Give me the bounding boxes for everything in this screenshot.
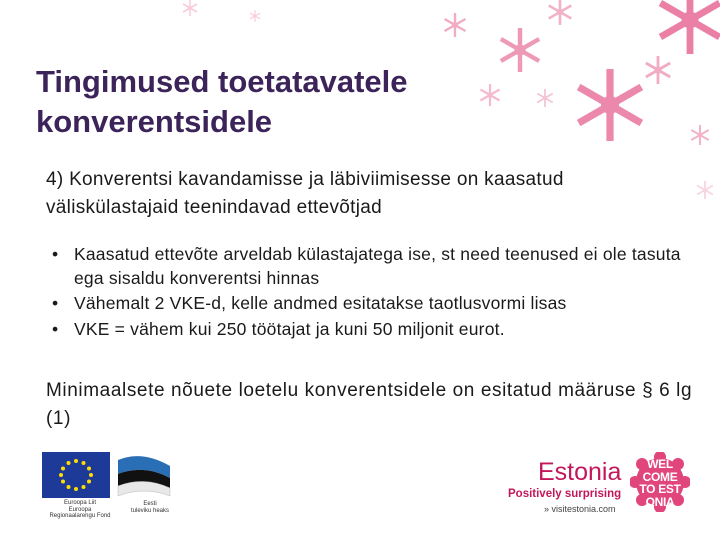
ee-caption-line: Eesti	[143, 501, 157, 507]
snowflake-icon	[501, 28, 539, 72]
estonia-government-logo	[114, 452, 174, 518]
estonian-flag-wave-icon	[114, 452, 174, 500]
bullet-icon: •	[52, 244, 59, 264]
welcome-line: COME	[642, 469, 678, 484]
bullet-icon: •	[52, 293, 59, 313]
bullet-icon: •	[52, 318, 59, 339]
estonia-wordmark: Estonia	[538, 458, 622, 486]
welcome-line: TO EST	[639, 482, 681, 496]
welcome-line: ONIA	[645, 494, 675, 509]
visit-estonia-logo	[508, 458, 623, 518]
welcome-badge-text	[630, 458, 690, 508]
estonia-url: » visitestonia.com	[544, 504, 616, 514]
snowflake-icon	[250, 10, 260, 22]
snowflake-icon	[537, 89, 553, 107]
slide-title-line1: Tingimused toetatavatele	[36, 64, 408, 99]
estonia-government-caption	[126, 501, 174, 514]
bullet-text: VKE = vähem kui 250 töötajat ja kuni 50 miljonit eurot.	[74, 318, 505, 339]
bullet-text: Vähemalt 2 VKE-d, kelle andmed esitatakse taotlusvormi lisas	[74, 293, 567, 313]
list-item	[46, 292, 696, 316]
ee-caption-line: tuleviku heaks	[130, 507, 170, 514]
welcome-line: WEL	[647, 457, 673, 471]
snowflake-icon	[691, 125, 708, 145]
snowflake-icon	[646, 56, 670, 84]
intro-paragraph: 4) Konverentsi kavandamisse ja läbiviimisesse on kaasatud väliskülastajaid teenindavad ettevõtjad	[46, 169, 564, 218]
list-item	[46, 243, 696, 290]
eu-flag-icon	[42, 452, 110, 498]
slide-title-line2: konverentsidele	[36, 104, 273, 139]
eu-caption-line: Regionaalarengu Fond	[49, 513, 111, 519]
bullet-list	[46, 243, 696, 343]
slide-title	[36, 62, 496, 142]
eu-logo-caption	[40, 500, 120, 520]
snowflake-icon	[549, 0, 572, 25]
welcome-badge-icon	[630, 452, 690, 512]
snowflake-icon	[660, 0, 719, 54]
snowflake-icon	[579, 69, 642, 141]
eu-caption-line: Euroopa	[68, 506, 92, 513]
eu-logo	[40, 452, 112, 518]
estonia-tagline: Positively surprising	[508, 488, 622, 500]
snowflake-icon	[445, 13, 466, 37]
outro-paragraph: Minimaalsete nõuete loetelu konverentsidele on esitatud määruse § 6 lg (1)	[46, 380, 693, 429]
eu-caption-line: Euroopa Liit	[63, 500, 97, 506]
snowflake-icon	[697, 181, 713, 199]
snowflake-icon	[183, 0, 197, 16]
bullet-text: Kaasatud ettevõte arveldab külastajatega ise, st need teenused ei ole tasuta ega sisaldu konverentsi hinnas	[74, 244, 681, 288]
list-item	[46, 318, 696, 342]
